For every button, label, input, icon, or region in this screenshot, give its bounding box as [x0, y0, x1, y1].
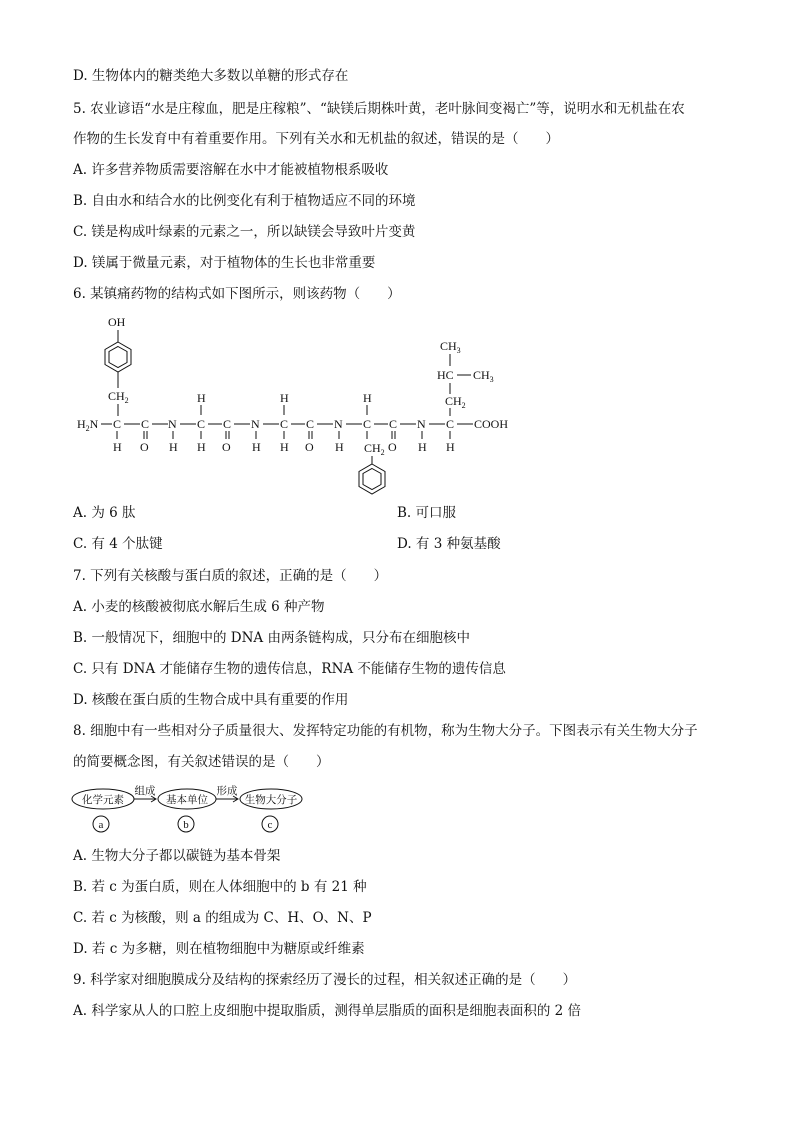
- ch2-lower: $CH_2$: [364, 441, 385, 457]
- svg-text:N: N: [417, 417, 426, 431]
- svg-text:O: O: [388, 440, 397, 454]
- benzene-ring-bottom: [359, 464, 385, 494]
- svg-text:C: C: [363, 417, 372, 431]
- hc-group: HC: [437, 368, 454, 382]
- q5-stem-line1: 5. 农业谚语“水是庄稼血，肥是庄稼粮”、“缺镁后期株叶黄，老叶脉间变褐亡”等，说明水和无机盐在农: [73, 101, 685, 117]
- svg-text:H: H: [169, 440, 178, 454]
- svg-text:O: O: [140, 440, 149, 454]
- ch2-upper-left: $CH_2$: [108, 389, 129, 405]
- svg-text:H: H: [252, 440, 261, 454]
- q4-option-d: D. 生物体内的糖类绝大多数以单糖的形式存在: [73, 68, 349, 84]
- svg-text:N: N: [251, 417, 260, 431]
- amino-terminal: $H_2N$: [77, 417, 99, 433]
- svg-text:C: C: [141, 417, 150, 431]
- q9-option-a: A. 科学家从人的口腔上皮细胞中提取脂质，测得单层脂质的面积是细胞表面积的 2 倍: [73, 1003, 582, 1019]
- svg-text:C: C: [306, 417, 315, 431]
- q8-stem-line1: 8. 细胞中有一些相对分子质量很大、发挥特定功能的有机物，称为生物大分子。下图表示有关生物大分子: [73, 723, 698, 739]
- svg-text:H: H: [280, 440, 289, 454]
- svg-text:H: H: [197, 440, 206, 454]
- q5-option-a: A. 许多营养物质需要溶解在水中才能被植物根系吸收: [73, 162, 389, 178]
- q6-stem: 6. 某镇痛药物的结构式如下图所示，则该药物（ ）: [73, 286, 401, 302]
- svg-text:b: b: [183, 819, 189, 831]
- q8-option-b: B. 若 c 为蛋白质，则在人体细胞中的 b 有 21 种: [73, 879, 367, 895]
- svg-text:H: H: [363, 391, 372, 405]
- carboxyl-terminal: COOH: [474, 417, 509, 431]
- svg-text:C: C: [446, 417, 455, 431]
- svg-text:c: c: [267, 819, 273, 831]
- svg-text:C: C: [280, 417, 289, 431]
- q5-option-c: C. 镁是构成叶绿素的元素之一，所以缺镁会导致叶片变黄: [73, 224, 416, 240]
- svg-text:H: H: [197, 391, 206, 405]
- q7-option-b: B. 一般情况下，细胞中的 DNA 由两条链构成，只分布在细胞核中: [73, 630, 470, 646]
- q6-structural-formula: [0, 308, 794, 498]
- svg-text:a: a: [98, 819, 104, 831]
- ch3-top: $CH_3$: [440, 339, 461, 355]
- q7-option-c: C. 只有 DNA 才能储存生物的遗传信息，RNA 不能储存生物的遗传信息: [73, 661, 506, 677]
- svg-text:生物大分子: 生物大分子: [244, 795, 298, 806]
- svg-text:O: O: [305, 440, 314, 454]
- svg-text:组成: 组成: [134, 786, 156, 797]
- svg-text:形成: 形成: [216, 786, 238, 797]
- q5-option-b: B. 自由水和结合水的比例变化有利于植物适应不同的环境: [73, 193, 416, 209]
- q6-option-d: D. 有 3 种氨基酸: [397, 536, 501, 552]
- oh-label: OH: [108, 315, 126, 329]
- q7-option-d: D. 核酸在蛋白质的生物合成中具有重要的作用: [73, 692, 349, 708]
- svg-text:化学元素: 化学元素: [82, 795, 124, 806]
- q7-stem: 7. 下列有关核酸与蛋白质的叙述，正确的是（ ）: [73, 568, 388, 584]
- q8-stem-line2: 的简要概念图，有关叙述错误的是（ ）: [73, 754, 330, 770]
- q5-stem-line2: 作物的生长发育中有着重要作用。下列有关水和无机盐的叙述，错误的是（ ）: [73, 131, 559, 147]
- svg-text:H: H: [418, 440, 427, 454]
- q8-concept-diagram: [0, 782, 794, 836]
- svg-text:C: C: [223, 417, 232, 431]
- svg-text:N: N: [168, 417, 177, 431]
- svg-text:O: O: [222, 440, 231, 454]
- svg-text:N: N: [334, 417, 343, 431]
- svg-text:C: C: [113, 417, 122, 431]
- benzene-ring-top: [105, 342, 131, 372]
- svg-text:基本单位: 基本单位: [166, 795, 208, 806]
- svg-text:C: C: [389, 417, 398, 431]
- svg-text:H: H: [113, 440, 122, 454]
- q6-option-a: A. 为 6 肽: [73, 505, 136, 521]
- ch3-side: $CH_3$: [473, 368, 494, 384]
- q8-option-c: C. 若 c 为核酸，则 a 的组成为 C、H、O、N、P: [73, 910, 372, 926]
- svg-text:H: H: [335, 440, 344, 454]
- q6-option-c: C. 有 4 个肽键: [73, 536, 163, 552]
- q8-option-a: A. 生物大分子都以碳链为基本骨架: [73, 848, 281, 864]
- ch2-upper-right: $CH_2$: [445, 394, 466, 410]
- q8-option-d: D. 若 c 为多糖，则在植物细胞中为糖原或纤维素: [73, 941, 365, 957]
- svg-text:H: H: [446, 440, 455, 454]
- q6-option-b: B. 可口服: [397, 505, 457, 521]
- q9-stem: 9. 科学家对细胞膜成分及结构的探索经历了漫长的过程，相关叙述正确的是（ ）: [73, 972, 577, 988]
- q5-option-d: D. 镁属于微量元素，对于植物体的生长也非常重要: [73, 255, 376, 271]
- svg-text:C: C: [197, 417, 206, 431]
- svg-text:H: H: [280, 391, 289, 405]
- q7-option-a: A. 小麦的核酸被彻底水解后生成 6 种产物: [73, 599, 325, 615]
